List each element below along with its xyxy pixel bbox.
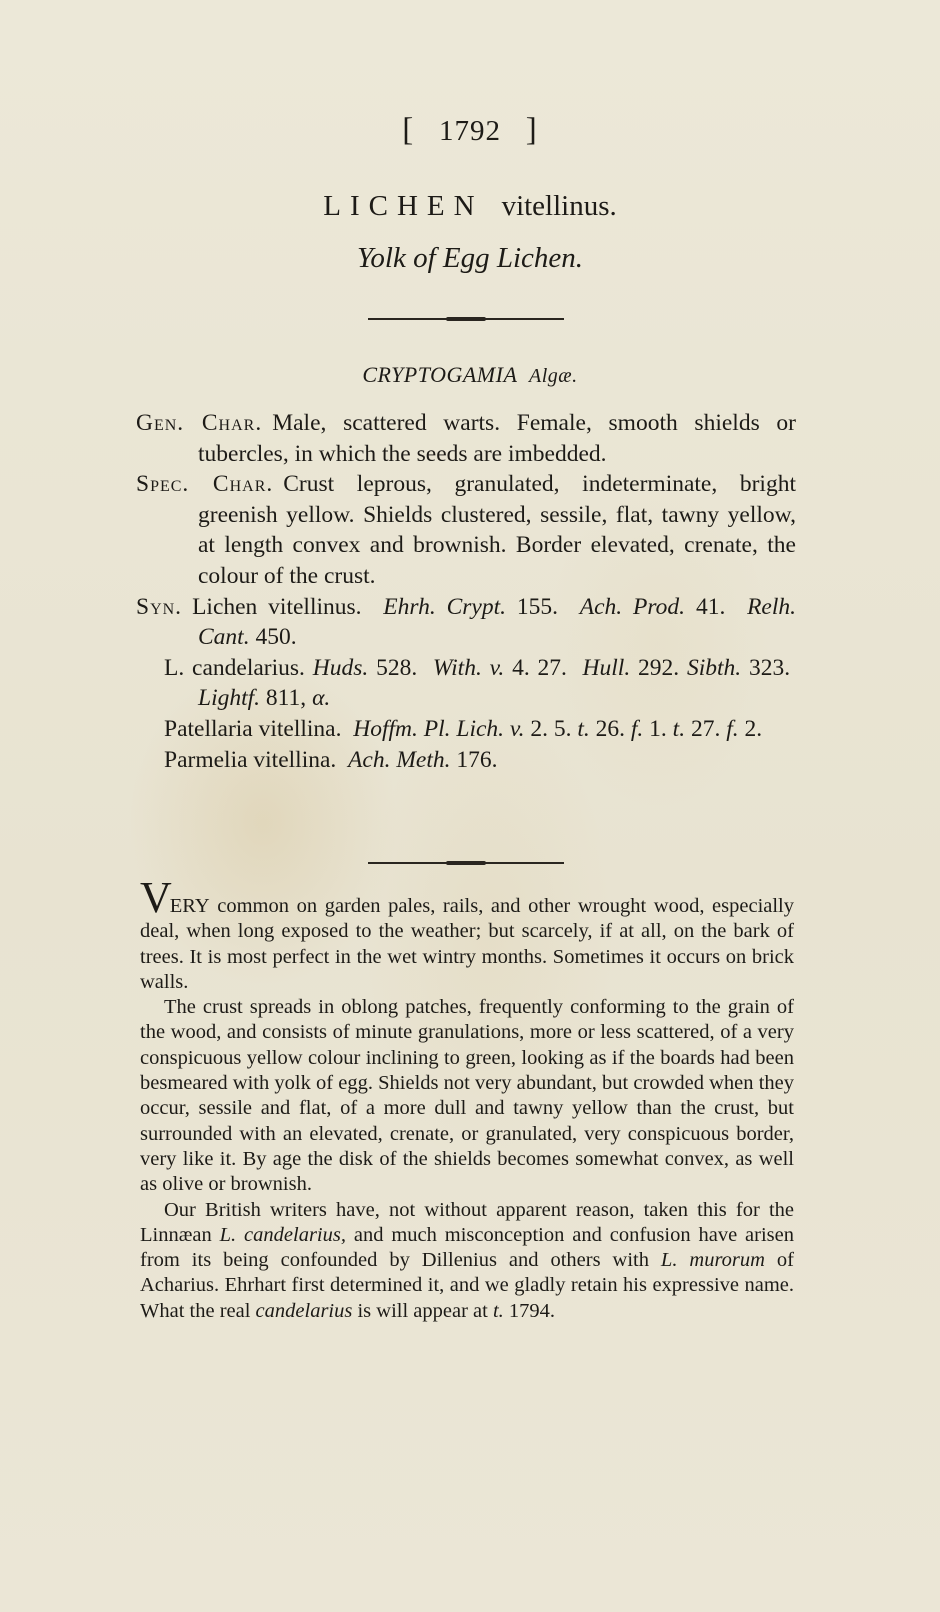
plate-bracket-close: ] bbox=[525, 112, 538, 148]
synonym-reference: Huds. bbox=[312, 654, 369, 681]
generic-character bbox=[136, 408, 796, 469]
order-name: Algæ. bbox=[529, 365, 578, 387]
synonym-variety: α. bbox=[312, 685, 331, 712]
synonym-reference-abbrev: t. bbox=[672, 715, 686, 742]
paragraph-text: is will appear at bbox=[357, 1299, 488, 1322]
ornamental-rule-bottom bbox=[368, 862, 564, 864]
paragraph-text: and much misconception and confusion have arisen from its being confounded by Dillenius and others with bbox=[140, 1223, 795, 1272]
italic-taxon: candelarius bbox=[255, 1299, 353, 1322]
description-paragraph-1 bbox=[140, 873, 795, 995]
synonym-entry bbox=[136, 745, 796, 776]
synonym-entry bbox=[136, 653, 796, 714]
plate-bracket-open: [ bbox=[402, 112, 415, 148]
synonym-name: Lichen vitellinus. bbox=[192, 593, 362, 620]
synonym-reference: Sibth. bbox=[686, 654, 742, 681]
paragraph-text: Our British writers have, not without apparent reason, taken this for the Linnæan bbox=[140, 1198, 794, 1246]
synonym-reference: Hull. bbox=[582, 654, 631, 681]
italic-taxon: L. candelarius, bbox=[219, 1223, 346, 1246]
description-body bbox=[140, 873, 795, 1324]
class-name: CRYPTOGAMIA bbox=[362, 362, 517, 387]
common-name: Yolk of Egg Lichen. bbox=[356, 242, 584, 274]
synonym-reference-number: 2. 5. bbox=[530, 715, 572, 742]
specific-character-text: Crust leprous, granulated, indeterminate, bright greenish yellow. Shields clustered, sessile, flat, tawny yellow, at length convex and brownish. Border elevated, crenate, the colour of the crust. bbox=[198, 471, 796, 589]
synonym-reference-number: 1. bbox=[649, 715, 667, 742]
synonym-reference-abbrev: f. bbox=[726, 715, 739, 742]
synonym-reference-abbrev: t. bbox=[577, 715, 590, 742]
generic-character-label: Gen. Char. bbox=[136, 410, 263, 436]
description-paragraph-3 bbox=[140, 1198, 794, 1324]
plate-reference-number: 1794. bbox=[508, 1299, 556, 1322]
species-epithet: vitellinus. bbox=[501, 190, 617, 222]
synonym-reference: Lightf. bbox=[198, 685, 261, 712]
drop-cap: V bbox=[140, 873, 170, 922]
ornamental-rule-top bbox=[368, 318, 564, 320]
description-paragraph-2: The crust spreads in oblong patches, frequently conforming to the grain of the wood, and consists of minute granulations, more or less scattered, of a very conspicuous yellow colour inclining to green, looking as if the boards had been besmeared with yolk of egg. Shields not very abundant, but crowded when they occur, sessile and flat, of a more dull and tawny yellow than the crust, but surrounded with an elevated, crenate, or granulated, very conspicuous border, very like it. By age the disk of the shields becomes somewhat convex, as well as olive or brownish. bbox=[140, 996, 794, 1196]
synonym-reference-number: 4. 27. bbox=[512, 654, 567, 681]
synonym-reference-abbrev: f. bbox=[630, 715, 644, 742]
plate-number-value: 1792 bbox=[439, 115, 501, 147]
synonym-reference-number: 176. bbox=[456, 746, 498, 773]
synonym-reference-number: 27. bbox=[690, 715, 721, 742]
synonym-name: L. candelarius. bbox=[164, 654, 305, 681]
synonym-reference-number: 155. bbox=[516, 593, 559, 620]
synonym-reference-number: 2. bbox=[744, 715, 763, 742]
synonym-name: Patellaria vitellina. bbox=[164, 715, 342, 742]
synonym-label: Syn. bbox=[136, 593, 183, 620]
synonym-reference: Ehrh. Crypt. bbox=[383, 593, 507, 620]
synonym-name: Parmelia vitellina. bbox=[164, 746, 337, 773]
genus-name: LICHEN bbox=[323, 190, 484, 222]
opening-word: ERY bbox=[169, 895, 210, 917]
synonym-reference: Ach. Prod. bbox=[579, 593, 686, 620]
species-title bbox=[0, 190, 940, 223]
synonym-entry bbox=[136, 592, 796, 653]
synonym-reference-number: 450. bbox=[255, 624, 297, 651]
synonym-reference-number: 26. bbox=[595, 715, 626, 742]
synonym-entry bbox=[136, 714, 796, 745]
synonym-reference: Ach. Meth. bbox=[348, 746, 451, 773]
synonym-reference-number: 323. bbox=[749, 654, 791, 681]
paragraph-text: common on garden pales, rails, and other wrought wood, especially deal, when long exposed to the weather; but scarcely, if at all, on the bark of trees. It is most perfect in the wet wintry months. Sometimes it occurs on brick walls. bbox=[140, 895, 795, 993]
synonym-reference-number: 292. bbox=[638, 654, 680, 681]
synonym-reference-number: 811, bbox=[265, 685, 307, 712]
generic-character-text: Male, scattered warts. Female, smooth shields or tubercles, in which the seeds are imbedded. bbox=[198, 410, 796, 467]
paragraph-text: of Acharius. Ehrhart first determined it, and we gladly retain his expressive name. What the real bbox=[140, 1249, 794, 1322]
plate-number bbox=[0, 112, 940, 149]
classification-heading bbox=[0, 362, 940, 388]
synonym-reference: With. v. bbox=[432, 654, 505, 681]
specific-character bbox=[136, 469, 796, 591]
specific-character-label: Spec. Char. bbox=[136, 471, 274, 498]
italic-taxon: L. murorum bbox=[660, 1249, 765, 1272]
plate-reference-abbrev: t. bbox=[492, 1299, 504, 1322]
character-section bbox=[136, 408, 796, 775]
synonym-reference-number: 41. bbox=[695, 593, 726, 620]
synonym-reference: Hoffm. Pl. Lich. v. bbox=[353, 715, 525, 742]
synonym-reference: Relh. Cant. bbox=[198, 593, 797, 651]
synonym-reference-number: 528. bbox=[376, 654, 418, 681]
